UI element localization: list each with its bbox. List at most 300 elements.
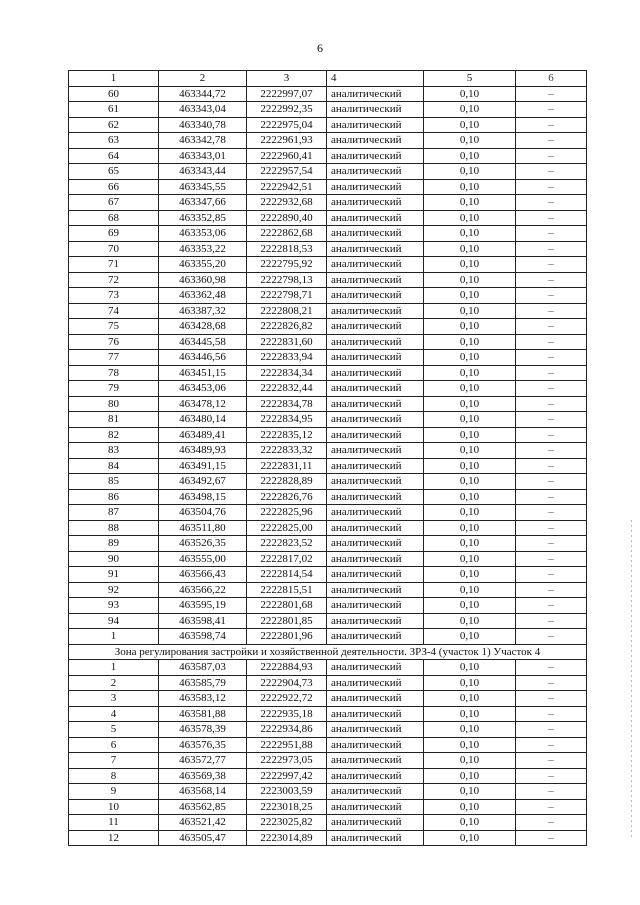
cell-col-4: аналитический: [327, 551, 424, 567]
cell-col-2: 463445,58: [159, 334, 247, 350]
cell-col-6: –: [516, 660, 587, 676]
cell-col-2: 463343,04: [159, 102, 247, 118]
cell-col-1: 89: [69, 536, 159, 552]
cell-col-6: –: [516, 458, 587, 474]
cell-col-2: 463355,20: [159, 257, 247, 273]
cell-col-6: –: [516, 706, 587, 722]
cell-col-6: –: [516, 272, 587, 288]
cell-col-4: аналитический: [327, 613, 424, 629]
cell-col-4: аналитический: [327, 737, 424, 753]
cell-col-6: –: [516, 226, 587, 242]
cell-col-5: 0,10: [424, 133, 516, 149]
cell-col-3: 2222961,93: [247, 133, 327, 149]
cell-col-1: 85: [69, 474, 159, 490]
cell-col-1: 6: [69, 737, 159, 753]
cell-col-1: 11: [69, 815, 159, 831]
cell-col-3: 2222997,07: [247, 86, 327, 102]
cell-col-2: 463505,47: [159, 830, 247, 846]
cell-col-4: аналитический: [327, 830, 424, 846]
table-row: [69, 257, 587, 273]
cell-col-1: 1: [69, 71, 159, 87]
table-row: [69, 164, 587, 180]
cell-col-1: 9: [69, 784, 159, 800]
zone-title-row: [69, 644, 587, 660]
cell-col-1: 68: [69, 210, 159, 226]
cell-col-5: 0,10: [424, 815, 516, 831]
table-row: [69, 86, 587, 102]
cell-col-5: 0,10: [424, 381, 516, 397]
cell-col-4: аналитический: [327, 722, 424, 738]
cell-col-3: 2222826,82: [247, 319, 327, 335]
cell-col-3: 2222834,78: [247, 396, 327, 412]
cell-col-3: 2222825,96: [247, 505, 327, 521]
table-row: [69, 753, 587, 769]
cell-col-5: 0,10: [424, 179, 516, 195]
cell-col-2: 463587,03: [159, 660, 247, 676]
cell-col-6: –: [516, 474, 587, 490]
cell-col-5: 0,10: [424, 613, 516, 629]
cell-col-6: –: [516, 613, 587, 629]
cell-col-3: 2222808,21: [247, 303, 327, 319]
cell-col-3: 2222795,92: [247, 257, 327, 273]
cell-col-5: 0,10: [424, 210, 516, 226]
cell-col-2: 2: [159, 71, 247, 87]
cell-col-6: –: [516, 768, 587, 784]
cell-col-4: аналитический: [327, 660, 424, 676]
cell-col-5: 0,10: [424, 722, 516, 738]
cell-col-5: 0,10: [424, 474, 516, 490]
cell-col-4: 4: [327, 71, 424, 87]
coordinates-table: [68, 70, 587, 846]
cell-col-1: 84: [69, 458, 159, 474]
table-row: [69, 102, 587, 118]
cell-col-1: 5: [69, 722, 159, 738]
cell-col-4: аналитический: [327, 210, 424, 226]
cell-col-1: 61: [69, 102, 159, 118]
cell-col-3: 2222831,60: [247, 334, 327, 350]
cell-col-4: аналитический: [327, 412, 424, 428]
table-row: [69, 334, 587, 350]
cell-col-2: 463562,85: [159, 799, 247, 815]
cell-col-2: 463492,67: [159, 474, 247, 490]
cell-col-4: аналитический: [327, 86, 424, 102]
cell-col-4: аналитический: [327, 753, 424, 769]
cell-col-4: аналитический: [327, 815, 424, 831]
cell-col-3: 2222992,35: [247, 102, 327, 118]
cell-col-6: –: [516, 830, 587, 846]
cell-col-5: 0,10: [424, 443, 516, 459]
table-row: [69, 288, 587, 304]
table-row: [69, 768, 587, 784]
table-row: [69, 226, 587, 242]
cell-col-3: 2222814,54: [247, 567, 327, 583]
cell-col-6: –: [516, 350, 587, 366]
cell-col-4: аналитический: [327, 474, 424, 490]
cell-col-1: 1: [69, 629, 159, 645]
cell-col-2: 463585,79: [159, 675, 247, 691]
cell-col-5: 0,10: [424, 412, 516, 428]
cell-col-5: 0,10: [424, 520, 516, 536]
cell-col-6: –: [516, 691, 587, 707]
cell-col-1: 4: [69, 706, 159, 722]
cell-col-1: 72: [69, 272, 159, 288]
cell-col-5: 0,10: [424, 241, 516, 257]
cell-col-5: 0,10: [424, 505, 516, 521]
cell-col-4: аналитический: [327, 257, 424, 273]
cell-col-2: 463478,12: [159, 396, 247, 412]
cell-col-1: 70: [69, 241, 159, 257]
cell-col-2: 463491,15: [159, 458, 247, 474]
cell-col-5: 0,10: [424, 319, 516, 335]
cell-col-6: –: [516, 427, 587, 443]
cell-col-3: 2222818,53: [247, 241, 327, 257]
cell-col-4: аналитический: [327, 164, 424, 180]
cell-col-3: 2222922,72: [247, 691, 327, 707]
cell-col-1: 7: [69, 753, 159, 769]
cell-col-6: –: [516, 303, 587, 319]
cell-col-5: 0,10: [424, 784, 516, 800]
cell-col-2: 463480,14: [159, 412, 247, 428]
cell-col-2: 463498,15: [159, 489, 247, 505]
cell-col-5: 0,10: [424, 334, 516, 350]
table-row: [69, 350, 587, 366]
cell-col-2: 463566,22: [159, 582, 247, 598]
cell-col-3: 2222826,76: [247, 489, 327, 505]
cell-col-5: 0,10: [424, 458, 516, 474]
cell-col-4: аналитический: [327, 319, 424, 335]
cell-col-5: 0,10: [424, 675, 516, 691]
cell-col-3: 2222801,96: [247, 629, 327, 645]
cell-col-2: 463446,56: [159, 350, 247, 366]
cell-col-1: 73: [69, 288, 159, 304]
cell-col-1: 78: [69, 365, 159, 381]
cell-col-5: 0,10: [424, 86, 516, 102]
cell-col-3: 2222798,71: [247, 288, 327, 304]
cell-col-1: 60: [69, 86, 159, 102]
cell-col-4: аналитический: [327, 784, 424, 800]
cell-col-2: 463360,98: [159, 272, 247, 288]
cell-col-1: 63: [69, 133, 159, 149]
cell-col-6: –: [516, 195, 587, 211]
table-row: [69, 148, 587, 164]
cell-col-3: 2222833,94: [247, 350, 327, 366]
cell-col-3: 2222862,68: [247, 226, 327, 242]
table-row: [69, 117, 587, 133]
cell-col-5: 5: [424, 71, 516, 87]
cell-col-5: 0,10: [424, 195, 516, 211]
cell-col-4: аналитический: [327, 582, 424, 598]
cell-col-3: 2222828,89: [247, 474, 327, 490]
cell-col-1: 65: [69, 164, 159, 180]
cell-col-6: –: [516, 753, 587, 769]
cell-col-1: 8: [69, 768, 159, 784]
cell-col-2: 463387,32: [159, 303, 247, 319]
cell-col-6: –: [516, 117, 587, 133]
cell-col-6: –: [516, 319, 587, 335]
cell-col-5: 0,10: [424, 768, 516, 784]
table-row: [69, 195, 587, 211]
cell-col-4: аналитический: [327, 288, 424, 304]
cell-col-6: –: [516, 179, 587, 195]
cell-col-6: –: [516, 629, 587, 645]
cell-col-1: 87: [69, 505, 159, 521]
cell-col-5: 0,10: [424, 489, 516, 505]
cell-col-6: –: [516, 133, 587, 149]
cell-col-4: аналитический: [327, 675, 424, 691]
cell-col-6: –: [516, 396, 587, 412]
cell-col-1: 64: [69, 148, 159, 164]
cell-col-4: аналитический: [327, 691, 424, 707]
cell-col-3: 2223014,89: [247, 830, 327, 846]
cell-col-2: 463572,77: [159, 753, 247, 769]
cell-col-6: –: [516, 381, 587, 397]
cell-col-4: аналитический: [327, 350, 424, 366]
cell-col-2: 463362,48: [159, 288, 247, 304]
cell-col-5: 0,10: [424, 350, 516, 366]
cell-col-3: 2222834,95: [247, 412, 327, 428]
cell-col-4: аналитический: [327, 536, 424, 552]
cell-col-2: 463555,00: [159, 551, 247, 567]
cell-col-2: 463353,22: [159, 241, 247, 257]
cell-col-1: 80: [69, 396, 159, 412]
cell-col-3: 2222835,12: [247, 427, 327, 443]
cell-col-5: 0,10: [424, 629, 516, 645]
cell-col-1: 81: [69, 412, 159, 428]
cell-col-4: аналитический: [327, 768, 424, 784]
cell-col-6: –: [516, 799, 587, 815]
cell-col-5: 0,10: [424, 536, 516, 552]
cell-col-6: –: [516, 784, 587, 800]
cell-col-4: аналитический: [327, 706, 424, 722]
cell-col-1: 77: [69, 350, 159, 366]
cell-col-1: 90: [69, 551, 159, 567]
cell-col-5: 0,10: [424, 706, 516, 722]
cell-col-1: 76: [69, 334, 159, 350]
cell-col-4: аналитический: [327, 226, 424, 242]
cell-col-4: аналитический: [327, 148, 424, 164]
cell-col-1: 92: [69, 582, 159, 598]
table-row: [69, 830, 587, 846]
table-row: [69, 815, 587, 831]
cell-col-6: –: [516, 257, 587, 273]
cell-col-4: аналитический: [327, 381, 424, 397]
cell-col-5: 0,10: [424, 598, 516, 614]
cell-col-4: аналитический: [327, 520, 424, 536]
cell-col-6: –: [516, 551, 587, 567]
cell-col-6: –: [516, 567, 587, 583]
cell-col-1: 94: [69, 613, 159, 629]
cell-col-1: 2: [69, 675, 159, 691]
cell-col-3: 2222815,51: [247, 582, 327, 598]
cell-col-4: аналитический: [327, 241, 424, 257]
cell-col-3: 2222960,41: [247, 148, 327, 164]
scan-edge-mark: [631, 520, 632, 840]
cell-col-1: 69: [69, 226, 159, 242]
cell-col-3: 2222935,18: [247, 706, 327, 722]
cell-col-5: 0,10: [424, 830, 516, 846]
table-row: [69, 660, 587, 676]
cell-col-3: 2222825,00: [247, 520, 327, 536]
cell-col-3: 2223025,82: [247, 815, 327, 831]
table-row: [69, 551, 587, 567]
cell-col-6: –: [516, 598, 587, 614]
cell-col-2: 463347,66: [159, 195, 247, 211]
cell-col-5: 0,10: [424, 737, 516, 753]
cell-col-6: –: [516, 815, 587, 831]
cell-col-5: 0,10: [424, 396, 516, 412]
cell-col-2: 463343,01: [159, 148, 247, 164]
cell-col-2: 463569,38: [159, 768, 247, 784]
cell-col-6: –: [516, 334, 587, 350]
cell-col-1: 91: [69, 567, 159, 583]
cell-col-1: 79: [69, 381, 159, 397]
cell-col-6: –: [516, 365, 587, 381]
cell-col-3: 2222833,32: [247, 443, 327, 459]
cell-col-1: 71: [69, 257, 159, 273]
cell-col-6: –: [516, 722, 587, 738]
cell-col-6: –: [516, 241, 587, 257]
cell-col-2: 463583,12: [159, 691, 247, 707]
table-row: [69, 396, 587, 412]
cell-col-5: 0,10: [424, 660, 516, 676]
table-row: [69, 799, 587, 815]
cell-col-1: 1: [69, 660, 159, 676]
cell-col-3: 2222942,51: [247, 179, 327, 195]
cell-col-3: 3: [247, 71, 327, 87]
cell-col-3: 2222832,44: [247, 381, 327, 397]
cell-col-5: 0,10: [424, 102, 516, 118]
cell-col-2: 463489,41: [159, 427, 247, 443]
cell-col-2: 463340,78: [159, 117, 247, 133]
cell-col-2: 463489,93: [159, 443, 247, 459]
cell-col-2: 463566,43: [159, 567, 247, 583]
cell-col-3: 2222973,05: [247, 753, 327, 769]
cell-col-2: 463428,68: [159, 319, 247, 335]
table-row: [69, 582, 587, 598]
cell-col-3: 2223003,59: [247, 784, 327, 800]
cell-col-2: 463342,78: [159, 133, 247, 149]
cell-col-5: 0,10: [424, 427, 516, 443]
cell-col-5: 0,10: [424, 567, 516, 583]
cell-col-6: –: [516, 288, 587, 304]
table-row: [69, 443, 587, 459]
cell-col-2: 463344,72: [159, 86, 247, 102]
cell-col-4: аналитический: [327, 629, 424, 645]
cell-col-2: 463576,35: [159, 737, 247, 753]
cell-col-5: 0,10: [424, 303, 516, 319]
table-row: [69, 412, 587, 428]
table-row: [69, 179, 587, 195]
table-row: [69, 691, 587, 707]
cell-col-1: 88: [69, 520, 159, 536]
cell-col-1: 66: [69, 179, 159, 195]
cell-col-6: –: [516, 443, 587, 459]
cell-col-1: 86: [69, 489, 159, 505]
table-row: [69, 381, 587, 397]
table-row: [69, 474, 587, 490]
cell-col-5: 0,10: [424, 799, 516, 815]
cell-col-4: аналитический: [327, 443, 424, 459]
cell-col-4: аналитический: [327, 133, 424, 149]
cell-col-1: 93: [69, 598, 159, 614]
cell-col-6: –: [516, 520, 587, 536]
cell-col-3: 2222904,73: [247, 675, 327, 691]
cell-col-6: –: [516, 536, 587, 552]
cell-col-5: 0,10: [424, 551, 516, 567]
cell-col-6: –: [516, 164, 587, 180]
cell-col-2: 463511,80: [159, 520, 247, 536]
header-row: [69, 71, 587, 87]
cell-col-4: аналитический: [327, 458, 424, 474]
table-row: [69, 536, 587, 552]
table-row: [69, 458, 587, 474]
table-row: [69, 675, 587, 691]
cell-col-3: 2222957,54: [247, 164, 327, 180]
table-row: [69, 520, 587, 536]
table-row: [69, 489, 587, 505]
cell-col-6: –: [516, 675, 587, 691]
cell-col-6: –: [516, 86, 587, 102]
cell-col-4: аналитический: [327, 489, 424, 505]
cell-col-4: аналитический: [327, 505, 424, 521]
table-row: [69, 706, 587, 722]
cell-col-6: 6: [516, 71, 587, 87]
cell-col-1: 74: [69, 303, 159, 319]
table-row: [69, 613, 587, 629]
cell-col-4: аналитический: [327, 179, 424, 195]
table-row: [69, 365, 587, 381]
cell-col-5: 0,10: [424, 691, 516, 707]
cell-col-4: аналитический: [327, 598, 424, 614]
cell-col-3: 2223018,25: [247, 799, 327, 815]
cell-col-2: 463526,35: [159, 536, 247, 552]
cell-col-4: аналитический: [327, 102, 424, 118]
cell-col-1: 62: [69, 117, 159, 133]
table-row: [69, 784, 587, 800]
cell-col-6: –: [516, 489, 587, 505]
cell-col-6: –: [516, 148, 587, 164]
table-row: [69, 505, 587, 521]
cell-col-3: 2222801,85: [247, 613, 327, 629]
zone-title: Зона регулирования застройки и хозяйственной деятельности. ЗРЗ-4 (участок 1) Участок 4: [69, 644, 587, 660]
cell-col-5: 0,10: [424, 365, 516, 381]
cell-col-2: 463453,06: [159, 381, 247, 397]
table-row: [69, 427, 587, 443]
cell-col-2: 463598,41: [159, 613, 247, 629]
cell-col-1: 82: [69, 427, 159, 443]
cell-col-4: аналитический: [327, 334, 424, 350]
table-row: [69, 629, 587, 645]
cell-col-5: 0,10: [424, 117, 516, 133]
cell-col-2: 463598,74: [159, 629, 247, 645]
cell-col-1: 83: [69, 443, 159, 459]
cell-col-6: –: [516, 505, 587, 521]
cell-col-2: 463504,76: [159, 505, 247, 521]
cell-col-5: 0,10: [424, 288, 516, 304]
cell-col-3: 2222801,68: [247, 598, 327, 614]
cell-col-2: 463343,44: [159, 164, 247, 180]
table-row: [69, 722, 587, 738]
cell-col-4: аналитический: [327, 365, 424, 381]
cell-col-4: аналитический: [327, 303, 424, 319]
cell-col-2: 463345,55: [159, 179, 247, 195]
cell-col-4: аналитический: [327, 799, 424, 815]
cell-col-3: 2222975,04: [247, 117, 327, 133]
table-row: [69, 319, 587, 335]
cell-col-2: 463451,15: [159, 365, 247, 381]
cell-col-4: аналитический: [327, 195, 424, 211]
cell-col-6: –: [516, 102, 587, 118]
